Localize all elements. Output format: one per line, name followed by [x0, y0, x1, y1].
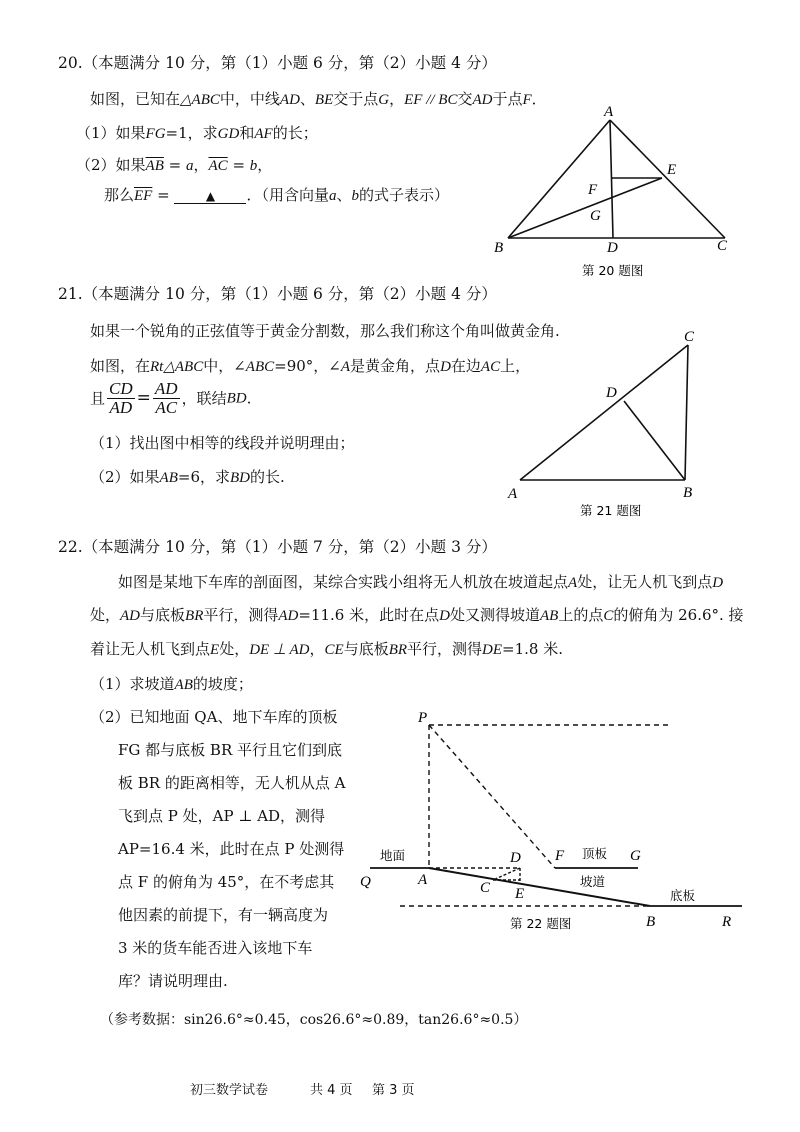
- label-c: C: [480, 880, 491, 896]
- footer-page-number: 第 3 页: [372, 1083, 415, 1098]
- edge-bc: [685, 345, 688, 480]
- q20-part1: （1）如果FG=1，求GD和AF的长；: [76, 124, 318, 142]
- fraction-ad-ac: $\frac{AD}{AC}$: [154, 379, 178, 417]
- label-p: P: [418, 710, 428, 726]
- q21-condition: 且 $\frac{CD}{AD}$ = $\frac{AD}{AC}$ ，联结BD.: [90, 379, 252, 417]
- q21-part1: （1）找出图中相等的线段并说明理由；: [90, 434, 355, 452]
- q22-part2-line-5: AP=16.4 米，此时在点 P 处测得: [118, 840, 345, 858]
- footer-total-pages: 共 4 页: [310, 1083, 353, 1098]
- median-ad: [610, 120, 613, 238]
- q22-part2-line-3: 板 BR 的距离相等，无人机从点 A: [118, 774, 346, 792]
- edge-ac: [610, 120, 725, 238]
- q21-figure-caption: 第 21 题图: [580, 503, 642, 518]
- q20-header: 20.（本题满分 10 分，第（1）小题 6 分，第（2）小题 4 分）: [58, 54, 497, 72]
- q20-figure: [490, 100, 740, 285]
- answer-blank: ▲: [174, 190, 246, 204]
- label-g: G: [590, 208, 601, 224]
- q22-header: 22.（本题满分 10 分，第（1）小题 7 分，第（2）小题 3 分）: [58, 538, 497, 556]
- label-d: D: [607, 240, 618, 256]
- q20-intro: 如图，已知在△ABC中，中线AD、BE交于点G，EF // BC交AD于点F．: [90, 90, 547, 108]
- label-q: Q: [360, 874, 371, 890]
- edge-ac: [520, 345, 688, 480]
- footer-subject: 初三数学试卷: [190, 1083, 269, 1098]
- label-f: F: [555, 848, 565, 864]
- label-floor: 底板: [670, 888, 696, 903]
- q22-line1: 如图是某地下车库的剖面图，某综合实践小组将无人机放在坡道起点A处，让无人机飞到点D: [118, 573, 724, 591]
- q20-figure-caption: 第 20 题图: [582, 263, 644, 278]
- q22-figure: [350, 700, 770, 945]
- q22-part2-line-6: 点 F 的俯角为 45°，在不考虑其: [118, 873, 335, 891]
- q22-figure-caption: 第 22 题图: [510, 916, 572, 931]
- label-a: A: [508, 486, 518, 502]
- q22-part1: （1）求坡道AB的坡度；: [90, 675, 253, 693]
- label-b: B: [646, 914, 656, 930]
- label-r: R: [722, 914, 732, 930]
- label-d: D: [606, 385, 617, 401]
- sight-dc: [493, 868, 520, 880]
- q22-part2-line-2: FG 都与底板 BR 平行且它们到底: [118, 741, 343, 759]
- line-of-sight-pf: [429, 725, 555, 868]
- q21-definition: 如果一个锐角的正弦值等于黄金分割数，那么我们称这个角叫做黄金角.: [90, 322, 560, 340]
- segment-bd: [624, 401, 685, 480]
- label-ramp: 坡道: [580, 874, 606, 889]
- q21-header: 21.（本题满分 10 分，第（1）小题 6 分，第（2）小题 4 分）: [58, 285, 497, 303]
- q20-part2-answer: 那么$\overline{EF}$ = ▲ ．（用含向量a、b的式子表示）: [104, 186, 449, 204]
- q22-part2-line-4: 飞到点 P 处，AP ⊥ AD，测得: [118, 807, 326, 825]
- label-e: E: [667, 162, 677, 178]
- q22-line2: 处，AD与底板BR平行，测得AD=11.6 米，此时在点D处又测得坡道AB上的点C的俯角为 26.6°. 接: [90, 606, 744, 624]
- q22-part2-line-8: 3 米的货车能否进入该地下车: [118, 939, 313, 957]
- q21-statement: 如图，在Rt△ABC中，∠ABC=90°，∠A是黄金角，点D在边AC上，: [90, 357, 531, 375]
- q22-line3: 着让无人机飞到点E处，DE ⊥ AD，CE与底板BR平行，测得DE=1.8 米.: [90, 640, 564, 658]
- fraction-cd-ad: $\frac{CD}{AD}$: [109, 379, 133, 417]
- label-d: D: [510, 850, 521, 866]
- label-a: A: [604, 104, 614, 120]
- label-g: G: [630, 848, 641, 864]
- label-ground: 地面: [380, 848, 406, 863]
- label-e: E: [515, 886, 525, 902]
- q21-figure: [500, 325, 710, 525]
- label-c: C: [717, 238, 728, 254]
- label-ceiling: 顶板: [582, 846, 608, 861]
- q22-part2-line-1: （2）已知地面 QA、地下车库的顶板: [90, 708, 338, 726]
- q22-part2-line-7: 他因素的前提下，有一辆高度为: [118, 906, 329, 924]
- label-b: B: [494, 240, 504, 256]
- label-a: A: [418, 872, 428, 888]
- label-c: C: [684, 329, 695, 345]
- median-be: [508, 178, 662, 238]
- q21-part2: （2）如果AB=6，求BD的长.: [90, 468, 285, 486]
- q22-part2-line-9: 库？请说明理由.: [118, 972, 228, 990]
- label-f: F: [588, 182, 598, 198]
- label-b: B: [683, 485, 693, 501]
- q22-reference-data: （参考数据：sin26.6°≈0.45，cos26.6°≈0.89，tan26.6°≈0.5）: [100, 1012, 528, 1028]
- ramp-ab: [429, 868, 650, 906]
- q20-part2: （2）如果$\overline{AB} = a$，$\overline{AC} = b$，: [76, 156, 273, 174]
